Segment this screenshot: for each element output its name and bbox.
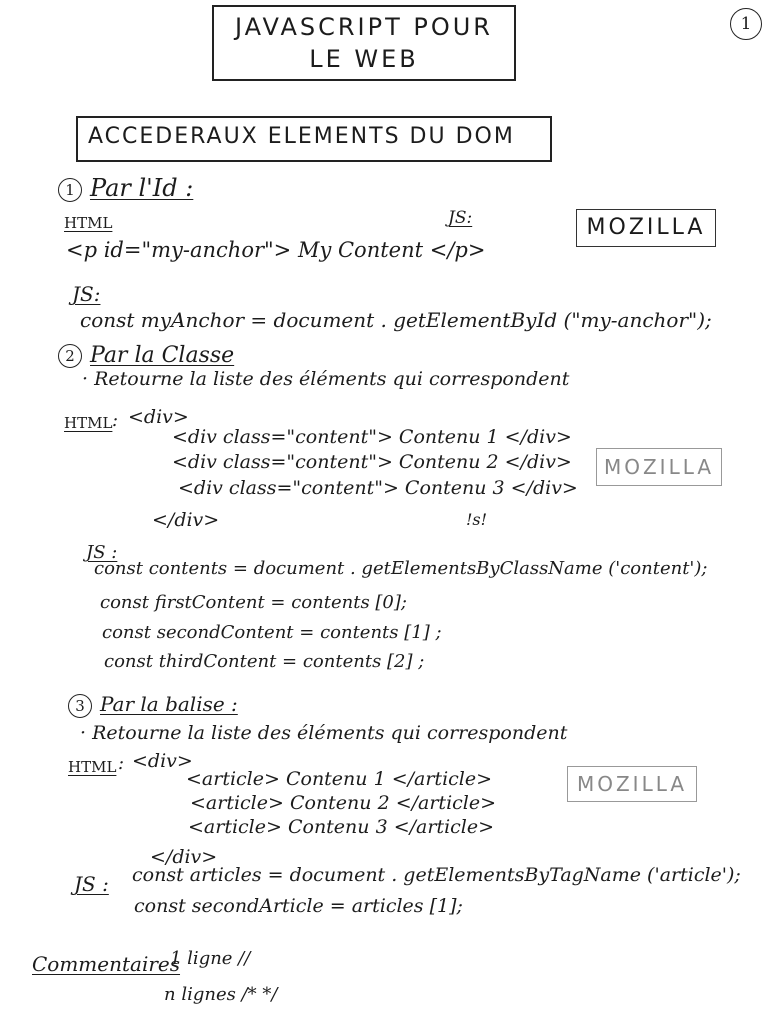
section2-bullet: · Retourne la liste des éléments qui correspondent <box>82 368 570 390</box>
section2-mozilla-text: MOZILLA <box>603 455 715 479</box>
title-box <box>212 5 516 81</box>
comments-multi-line: n lignes /* */ <box>164 984 278 1005</box>
page-number <box>730 8 762 40</box>
section2-note: !s! <box>466 510 488 529</box>
section3-heading <box>68 692 238 718</box>
section3-js-label: JS : <box>74 872 109 896</box>
section2-js-line: const thirdContent = contents [2] ; <box>104 651 425 672</box>
comments-single-line: 1 ligne // <box>170 948 251 969</box>
section2-js-line: const contents = document . getElementsByClassName ('content'); <box>94 558 708 579</box>
comments-label: Commentaires <box>32 952 181 976</box>
section3-code-line: <article> Contenu 1 </article> <box>186 768 493 790</box>
section2-heading <box>58 343 234 368</box>
section2-code-line: <div class="content"> Contenu 2 </div> <box>172 451 572 473</box>
section3-number: 3 <box>68 694 92 718</box>
section2-code-line: <div class="content"> Contenu 1 </div> <box>172 426 572 448</box>
section1-mozilla-box <box>576 209 716 247</box>
section1-js-code: const myAnchor = document . getElementById ("my-anchor"); <box>80 308 712 332</box>
section3-js-line: const secondArticle = articles [1]; <box>134 895 463 917</box>
section2-code-line: <div> <box>128 406 189 428</box>
section3-code-line: <div> <box>132 750 193 772</box>
section1-heading-text: Par l'Id : <box>90 174 194 202</box>
section2-html-label: HTML <box>64 414 113 432</box>
section3-code-line: </div> <box>150 846 218 868</box>
section2-mozilla-box <box>596 448 722 486</box>
section3-html-label: HTML <box>68 758 117 776</box>
section2-code-line: <div class="content"> Contenu 3 </div> <box>178 477 578 499</box>
subtitle: ACCEDERAUX ELEMENTS DU DOM <box>88 124 515 149</box>
section1-heading <box>58 174 193 202</box>
section3-heading-text: Par la balise : <box>100 692 238 716</box>
section3-code-line: <article> Contenu 2 </article> <box>190 792 497 814</box>
title-line-1: JAVASCRIPT POUR <box>235 13 493 41</box>
section1-number: 1 <box>58 178 82 202</box>
section2-code-line: </div> <box>152 509 220 531</box>
section2-js-label: JS : <box>86 542 118 563</box>
section3-code-line: <article> Contenu 3 </article> <box>188 816 495 838</box>
section2-js-line: const firstContent = contents [0]; <box>100 592 407 613</box>
section3-html-colon: : <box>118 753 125 774</box>
section1-html-label: HTML <box>64 214 113 232</box>
title-line-2: LE WEB <box>309 45 419 73</box>
section2-heading-text: Par la Classe <box>90 343 235 368</box>
section2-html-colon: : <box>112 410 119 431</box>
section2-number: 2 <box>58 344 82 368</box>
subtitle-box <box>76 116 552 162</box>
section1-js-label: JS: <box>72 282 101 306</box>
section3-mozilla-text: MOZILLA <box>576 772 688 796</box>
section3-bullet: · Retourne la liste des éléments qui correspondent <box>80 722 568 744</box>
section1-js-note: JS: <box>448 208 473 228</box>
section1-mozilla-text: MOZILLA <box>586 215 706 240</box>
section3-js-line: const articles = document . getElementsByTagName ('article'); <box>132 864 741 886</box>
page-number-text: 1 <box>740 14 752 34</box>
section1-html-code: <p id="my-anchor"> My Content </p> <box>66 238 486 262</box>
section2-js-line: const secondContent = contents [1] ; <box>102 622 442 643</box>
section3-mozilla-box <box>567 766 697 802</box>
